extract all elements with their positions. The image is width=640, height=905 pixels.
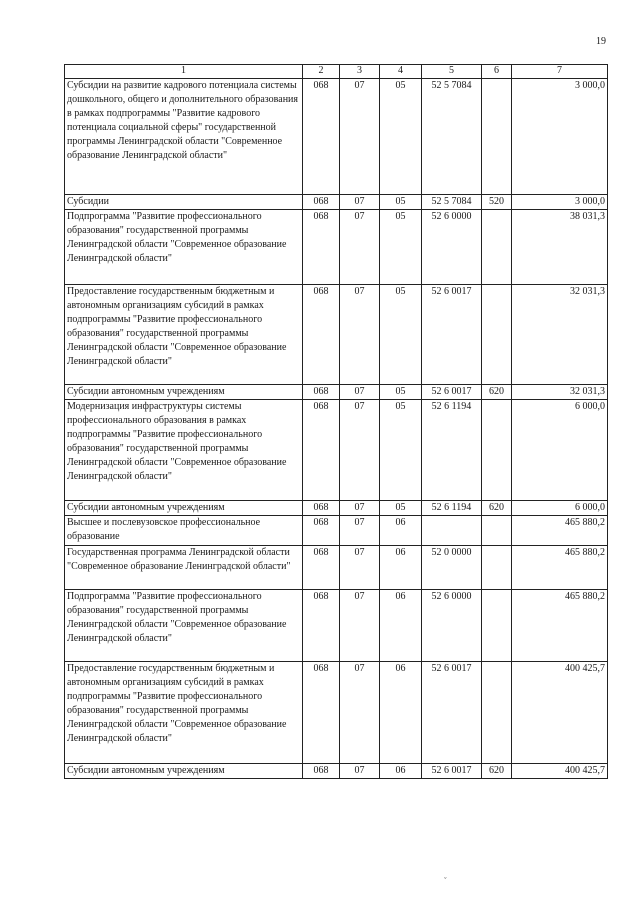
- column-header: 7: [512, 65, 608, 79]
- row-name: Подпрограмма "Развитие профессионального образования" государственной программы Ленинградской области "Современное образование Ленинградской области": [65, 210, 303, 285]
- ministry-code: 068: [303, 79, 340, 195]
- table-row: [65, 501, 608, 516]
- row-name: Предоставление государственным бюджетным и автономным организациям субсидий в рамках подпрограммы "Развитие профессионального образования" государственной программы Ленинградской области "Современное образование Ленинградской области": [65, 662, 303, 764]
- target-code: 52 6 0000: [422, 590, 482, 662]
- subsection-code: 06: [380, 662, 422, 764]
- expense-type-code: [482, 590, 512, 662]
- section-code: 07: [340, 385, 380, 400]
- budget-table: [64, 64, 608, 779]
- target-code: 52 6 1194: [422, 400, 482, 501]
- expense-type-code: 620: [482, 385, 512, 400]
- target-code: 52 5 7084: [422, 195, 482, 210]
- section-code: 07: [340, 400, 380, 501]
- section-code: 07: [340, 764, 380, 779]
- row-name: Субсидии автономным учреждениям: [65, 764, 303, 779]
- target-code: 52 6 1194: [422, 501, 482, 516]
- expense-type-code: [482, 285, 512, 385]
- column-header: 3: [340, 65, 380, 79]
- table-row: [65, 79, 608, 195]
- subsection-code: 05: [380, 385, 422, 400]
- ministry-code: 068: [303, 195, 340, 210]
- section-code: 07: [340, 546, 380, 590]
- table-row: [65, 516, 608, 546]
- target-code: 52 5 7084: [422, 79, 482, 195]
- row-name: Предоставление государственным бюджетным и автономным организациям субсидий в рамках подпрограммы "Развитие профессионального образования" государственной программы Ленинградской области "Современное образование Ленинградской области": [65, 285, 303, 385]
- ministry-code: 068: [303, 400, 340, 501]
- column-header: 5: [422, 65, 482, 79]
- table-row: [65, 195, 608, 210]
- row-name: Государственная программа Ленинградской области "Современное образование Ленинградской области": [65, 546, 303, 590]
- ministry-code: 068: [303, 590, 340, 662]
- section-code: 07: [340, 590, 380, 662]
- amount: 3 000,0: [512, 195, 608, 210]
- row-name: Субсидии автономным учреждениям: [65, 385, 303, 400]
- subsection-code: 05: [380, 195, 422, 210]
- table-row: [65, 210, 608, 285]
- target-code: 52 6 0017: [422, 662, 482, 764]
- ministry-code: 068: [303, 662, 340, 764]
- row-name: Субсидии на развитие кадрового потенциала системы дошкольного, общего и дополнительного образования в рамках подпрограммы "Развитие кадрового потенциала социальной сферы" государственной программы Ленинградской области "Современное образование Ленинградской области": [65, 79, 303, 195]
- subsection-code: 05: [380, 400, 422, 501]
- row-name: Субсидии: [65, 195, 303, 210]
- table-row: [65, 662, 608, 764]
- table-row: [65, 546, 608, 590]
- expense-type-code: [482, 210, 512, 285]
- subsection-code: 05: [380, 79, 422, 195]
- ministry-code: 068: [303, 210, 340, 285]
- column-header: 2: [303, 65, 340, 79]
- column-header: 6: [482, 65, 512, 79]
- amount: 38 031,3: [512, 210, 608, 285]
- subsection-code: 05: [380, 501, 422, 516]
- table-row: [65, 590, 608, 662]
- subsection-code: 06: [380, 516, 422, 546]
- ministry-code: 068: [303, 501, 340, 516]
- section-code: 07: [340, 662, 380, 764]
- scan-artifact: ˇ: [444, 876, 447, 885]
- ministry-code: 068: [303, 546, 340, 590]
- subsection-code: 06: [380, 590, 422, 662]
- table-row: [65, 285, 608, 385]
- amount: 6 000,0: [512, 501, 608, 516]
- expense-type-code: [482, 662, 512, 764]
- row-name: Субсидии автономным учреждениям: [65, 501, 303, 516]
- amount: 6 000,0: [512, 400, 608, 501]
- amount: 3 000,0: [512, 79, 608, 195]
- subsection-code: 05: [380, 210, 422, 285]
- section-code: 07: [340, 501, 380, 516]
- target-code: [422, 516, 482, 546]
- amount: 465 880,2: [512, 546, 608, 590]
- subsection-code: 06: [380, 546, 422, 590]
- row-name: Подпрограмма "Развитие профессионального образования" государственной программы Ленинградской области "Современное образование Ленинградской области": [65, 590, 303, 662]
- table-row: [65, 385, 608, 400]
- section-code: 07: [340, 285, 380, 385]
- amount: 465 880,2: [512, 516, 608, 546]
- target-code: 52 6 0017: [422, 764, 482, 779]
- ministry-code: 068: [303, 285, 340, 385]
- expense-type-code: 620: [482, 501, 512, 516]
- amount: 400 425,7: [512, 764, 608, 779]
- row-name: Модернизация инфраструктуры системы профессионального образования в рамках подпрограммы "Развитие профессионального образования" государственной программы Ленинградской области "Современное образование Ленинградской области": [65, 400, 303, 501]
- column-header: 1: [65, 65, 303, 79]
- target-code: 52 6 0017: [422, 285, 482, 385]
- subsection-code: 06: [380, 764, 422, 779]
- section-code: 07: [340, 516, 380, 546]
- page-number: 19: [596, 36, 606, 47]
- amount: 400 425,7: [512, 662, 608, 764]
- column-header: 4: [380, 65, 422, 79]
- ministry-code: 068: [303, 385, 340, 400]
- table-row: [65, 764, 608, 779]
- target-code: 52 6 0017: [422, 385, 482, 400]
- ministry-code: 068: [303, 516, 340, 546]
- amount: 32 031,3: [512, 285, 608, 385]
- section-code: 07: [340, 210, 380, 285]
- table-header-row: [65, 65, 608, 79]
- amount: 32 031,3: [512, 385, 608, 400]
- row-name: Высшее и послевузовское профессиональное образование: [65, 516, 303, 546]
- target-code: 52 0 0000: [422, 546, 482, 590]
- target-code: 52 6 0000: [422, 210, 482, 285]
- subsection-code: 05: [380, 285, 422, 385]
- amount: 465 880,2: [512, 590, 608, 662]
- ministry-code: 068: [303, 764, 340, 779]
- expense-type-code: 520: [482, 195, 512, 210]
- expense-type-code: [482, 516, 512, 546]
- expense-type-code: [482, 79, 512, 195]
- expense-type-code: [482, 400, 512, 501]
- section-code: 07: [340, 195, 380, 210]
- table-row: [65, 400, 608, 501]
- expense-type-code: [482, 546, 512, 590]
- section-code: 07: [340, 79, 380, 195]
- expense-type-code: 620: [482, 764, 512, 779]
